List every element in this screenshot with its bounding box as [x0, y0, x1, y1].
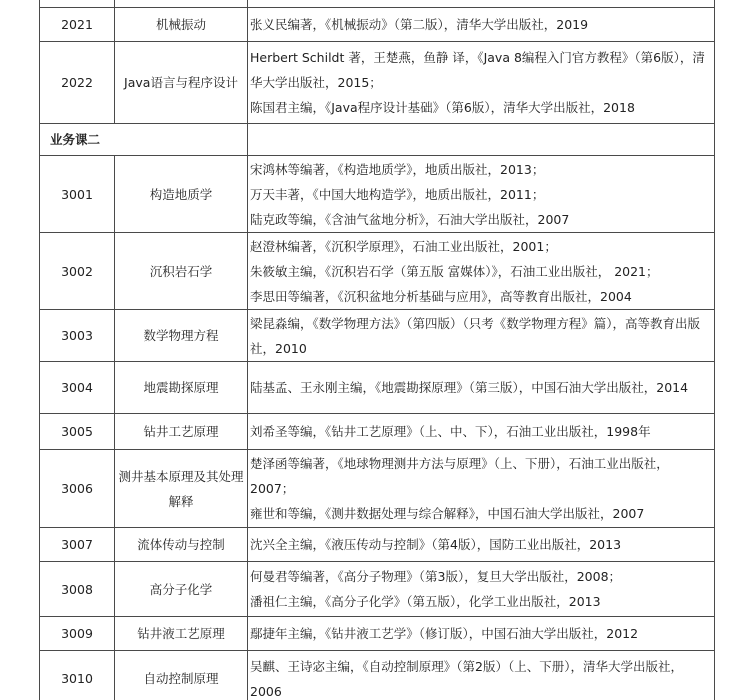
reference-books: [248, 617, 715, 651]
course-name: [115, 0, 248, 8]
course-name: 数学物理方程: [115, 310, 248, 362]
section-row: [40, 124, 715, 156]
reference-books: [248, 562, 715, 617]
book-entry: 赵澄林编著，《沉积学原理》，石油工业出版社，2001；: [250, 238, 557, 254]
table-row: [40, 617, 715, 651]
course-name: 测井基本原理及其处理解释: [115, 450, 248, 528]
book-entry: 刘希圣等编，《钻井工艺原理》（上、中、下），石油工业出版社，1998年: [250, 424, 651, 439]
book-entry: 鄢捷年主编，《钻井液工艺学》（修订版），中国石油大学出版社，2012: [250, 626, 639, 641]
table-row: [40, 42, 715, 124]
reference-books: [248, 362, 715, 414]
course-name: 自动控制原理: [115, 651, 248, 700]
course-code: 3006: [40, 450, 115, 528]
table-row: [40, 156, 715, 233]
reference-books: [248, 0, 715, 8]
course-code: 3005: [40, 414, 115, 450]
empty-cell: [248, 124, 715, 156]
course-code: 3007: [40, 528, 115, 562]
course-name: 高分子化学: [115, 562, 248, 617]
book-entry: Herbert Schildt 著，王楚燕，鱼静 译，《Java 8编程入门官方教程》（第6版），清华大学出版社，2015；: [250, 50, 705, 90]
reference-books: [248, 450, 715, 528]
table-row: [40, 233, 715, 310]
reference-books: [248, 42, 715, 124]
course-name: 地震勘探原理: [115, 362, 248, 414]
course-code: 3003: [40, 310, 115, 362]
course-name: 沉积岩石学: [115, 233, 248, 310]
reference-books: [248, 414, 715, 450]
reference-book-table: [39, 0, 715, 700]
reference-books: [248, 156, 715, 233]
reference-books: [248, 310, 715, 362]
book-entry: 宋鸿林等编著，《构造地质学》，地质出版社，2013；: [250, 161, 545, 177]
course-code: 3002: [40, 233, 115, 310]
table-row: [40, 562, 715, 617]
course-code: 3001: [40, 156, 115, 233]
table-row: [40, 651, 715, 700]
table-body: [40, 0, 715, 700]
table-row: [40, 0, 715, 8]
course-code: 3004: [40, 362, 115, 414]
reference-books: [248, 233, 715, 310]
book-entry: 雍世和等编，《测井数据处理与综合解释》，中国石油大学出版社，2007: [250, 506, 645, 521]
course-name: 钻井液工艺原理: [115, 617, 248, 651]
course-code: 2021: [40, 8, 115, 42]
book-entry: 潘祖仁主编，《高分子化学》（第五版），化学工业出版社，2013: [250, 594, 601, 609]
book-entry: 何曼君等编著，《高分子物理》（第3版），复旦大学出版社，2008；: [250, 569, 622, 584]
table-row: [40, 310, 715, 362]
book-entry: 楚泽函等编著，《地球物理测井方法与原理》（上、下册），石油工业出版社，2007；: [250, 456, 669, 496]
book-entry: 陆克政等编，《含油气盆地分析》，石油大学出版社，2007: [250, 211, 570, 227]
table-row: [40, 450, 715, 528]
table-row: [40, 414, 715, 450]
course-code: 3008: [40, 562, 115, 617]
book-entry: 沈兴全主编，《液压传动与控制》（第4版），国防工业出版社，2013: [250, 537, 622, 552]
table-row: [40, 528, 715, 562]
book-entry: 张义民编著，《机械振动》（第二版），清华大学出版社，2019: [250, 17, 589, 32]
table-row: [40, 8, 715, 42]
book-entry: 朱筱敏主编，《沉积岩石学（第五版 富媒体）》，石油工业出版社， 2021；: [250, 263, 659, 279]
book-entry: 梁昆淼编，《数学物理方法》（第四版）（只考《数学物理方程》篇），高等教育出版社，2010: [250, 315, 701, 356]
course-name: 流体传动与控制: [115, 528, 248, 562]
book-entry: 陆基孟、王永刚主编，《地震勘探原理》（第三版），中国石油大学出版社，2014: [250, 380, 689, 395]
course-code: [40, 0, 115, 8]
course-name: 钻井工艺原理: [115, 414, 248, 450]
course-code: 3009: [40, 617, 115, 651]
course-name: 机械振动: [115, 8, 248, 42]
reference-books: [248, 8, 715, 42]
book-entry: 李思田等编著，《沉积盆地分析基础与应用》，高等教育出版社，2004: [250, 288, 632, 304]
course-code: 2022: [40, 42, 115, 124]
course-name: Java语言与程序设计: [115, 42, 248, 124]
book-entry: 吴麒、王诗宓主编，《自动控制原理》（第2版）（上、下册），清华大学出版社，2006: [250, 658, 683, 699]
reference-books: [248, 651, 715, 700]
section-title: 业务课二: [40, 124, 248, 156]
course-name: 构造地质学: [115, 156, 248, 233]
book-entry: 万天丰著，《中国大地构造学》，地质出版社，2011；: [250, 186, 545, 202]
course-code: 3010: [40, 651, 115, 700]
table-row: [40, 362, 715, 414]
reference-books: [248, 528, 715, 562]
book-entry: 陈国君主编，《Java程序设计基础》（第6版），清华大学出版社，2018: [250, 100, 635, 115]
